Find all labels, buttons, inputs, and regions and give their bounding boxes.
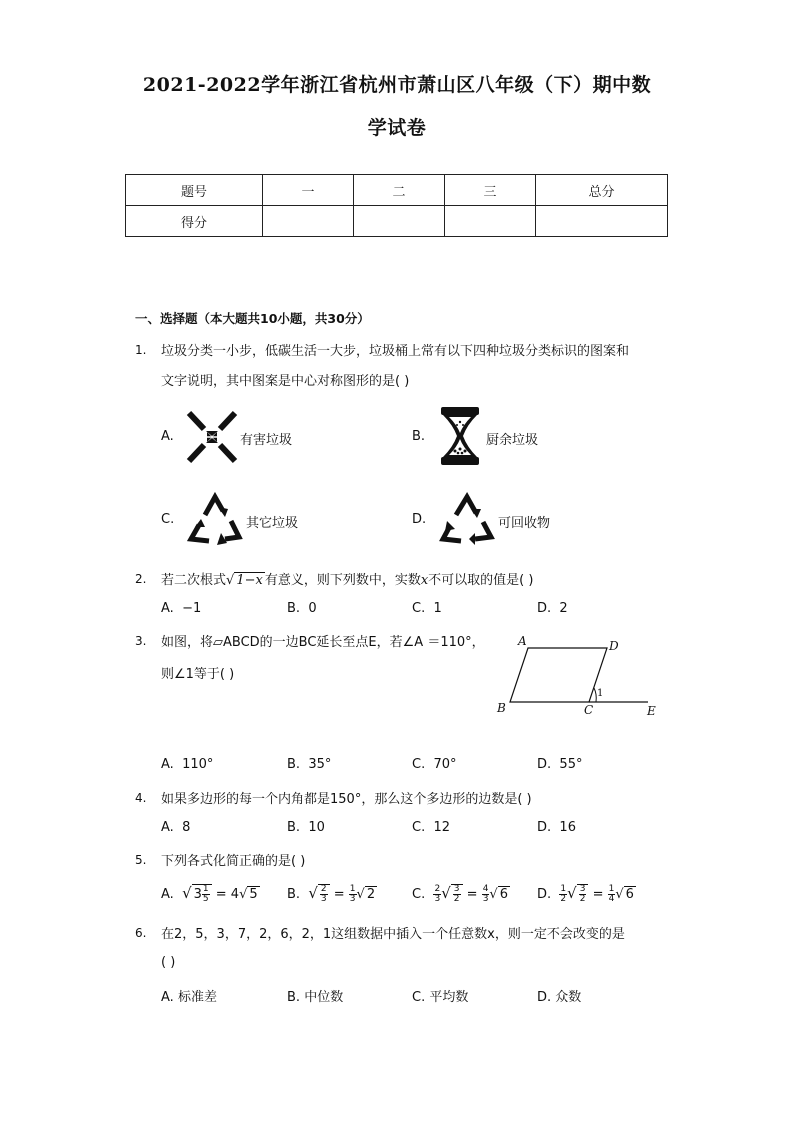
parallelogram-figure xyxy=(490,630,665,720)
score-cell[interactable] xyxy=(263,206,354,237)
question-number: 5. xyxy=(135,853,147,867)
angle-label-1: 1 xyxy=(597,688,604,699)
question-number: 3. xyxy=(135,634,147,648)
score-table-row xyxy=(126,206,668,237)
option-d[interactable]: D. $\frac{1}{2}$ √ $\frac{3}{2}$ = $\frac{1}{4}$ √ 6 xyxy=(537,884,634,904)
score-table xyxy=(125,174,668,237)
question-5-text: 下列各式化简正确的是( ) xyxy=(161,854,306,869)
option-a[interactable]: A. √ 3 $\frac{1}{5}$ = 4√ 5 xyxy=(161,884,258,904)
option-b[interactable]: B. 10 xyxy=(287,820,325,835)
option-a[interactable]: A. 8 xyxy=(161,820,191,835)
question-number: 2. xyxy=(135,572,147,586)
option-label: 其它垃圾 xyxy=(246,516,299,531)
question-3-text-line2: 则∠1等于( ) xyxy=(161,667,235,682)
question-2-var: x xyxy=(420,573,429,588)
option-c[interactable]: C. 1 xyxy=(412,601,442,616)
question-number: 6. xyxy=(135,926,147,940)
question-2-text-mid: 有意义，则下列数中，实数 xyxy=(264,573,421,588)
score-table-header: 总分 xyxy=(536,175,668,206)
section-heading: 一、选择题（本大题共10小题，共30分） xyxy=(135,311,370,326)
question-2-text-pre: 若二次根式 xyxy=(161,573,227,588)
question-1-text-line1: 垃圾分类一小步，低碳生活一大步，垃圾桶上常有以下四种垃圾分类标识的图案和 xyxy=(161,344,630,359)
question-number: 4. xyxy=(135,791,147,805)
score-cell[interactable] xyxy=(354,206,445,237)
option-label: 厨余垃圾 xyxy=(486,433,539,448)
question-6-text-line2: ( ) xyxy=(161,955,176,970)
page-title-line2: 学试卷 xyxy=(367,117,427,139)
score-cell[interactable] xyxy=(445,206,536,237)
option-a[interactable]: A. −1 xyxy=(161,601,202,616)
vertex-label-b: B xyxy=(497,701,506,715)
vertex-label-e: E xyxy=(647,704,656,718)
vertex-label-a: A xyxy=(518,634,527,648)
option-b[interactable]: B. 35° xyxy=(287,757,332,772)
option-a[interactable]: A. 标准差 xyxy=(161,990,217,1005)
score-table-header: 一 xyxy=(263,175,354,206)
option-d[interactable]: D. 2 xyxy=(537,601,568,616)
question-3-text-line1: 如图，将▱ABCD的一边BC延长至点E，若∠A ＝110°， xyxy=(161,635,485,650)
question-number: 1. xyxy=(135,343,147,357)
score-table-header-row xyxy=(126,175,668,206)
option-c[interactable]: C. 12 xyxy=(412,820,451,835)
option-c[interactable]: C. 70° xyxy=(412,757,457,772)
sqrt-symbol: √ xyxy=(226,573,235,588)
question-1-text-line2: 文字说明，其中图案是中心对称图形的是( ) xyxy=(161,374,410,389)
option-letter[interactable]: B. xyxy=(412,429,426,444)
question-2-text-post: 不可以取的值是( ) xyxy=(428,573,534,588)
option-b[interactable]: B. 中位数 xyxy=(287,990,344,1005)
hazardous-waste-icon xyxy=(186,410,238,464)
option-c[interactable]: C. 平均数 xyxy=(412,990,469,1005)
question-6-text-line1: 在2，5，3，7，2，6，2，1这组数据中插入一个任意数x，则一定不会改变的是 xyxy=(161,927,625,942)
score-table-header: 题号 xyxy=(126,175,263,206)
recyclable-icon xyxy=(439,491,495,549)
option-d[interactable]: D. 众数 xyxy=(537,990,582,1005)
option-d[interactable]: D. 16 xyxy=(537,820,576,835)
kitchen-waste-icon xyxy=(437,405,483,467)
option-label: 可回收物 xyxy=(498,516,551,531)
score-cell[interactable] xyxy=(536,206,668,237)
vertex-label-c: C xyxy=(584,703,594,717)
option-label: 有害垃圾 xyxy=(240,433,293,448)
option-letter[interactable]: C. xyxy=(161,512,175,527)
option-c[interactable]: C. $\frac{2}{3}$ √ $\frac{3}{2}$ = $\frac{4}{3}$ √ 6 xyxy=(412,884,508,904)
question-2-radicand: 1−x xyxy=(236,573,263,588)
page-title-line1: 2021-2022学年浙江省杭州市萧山区八年级（下）期中数 xyxy=(142,74,652,96)
score-table-header: 三 xyxy=(445,175,536,206)
option-b[interactable]: B. 0 xyxy=(287,601,317,616)
score-table-header: 二 xyxy=(354,175,445,206)
option-d[interactable]: D. 55° xyxy=(537,757,583,772)
question-4-text: 如果多边形的每一个内角都是150°，那么这个多边形的边数是( ) xyxy=(161,792,532,807)
option-letter[interactable]: D. xyxy=(412,512,427,527)
question-2-text xyxy=(161,569,533,588)
other-waste-icon xyxy=(187,491,243,549)
vertex-label-d: D xyxy=(609,639,619,653)
option-letter[interactable]: A. xyxy=(161,429,174,444)
option-a[interactable]: A. 110° xyxy=(161,757,214,772)
score-row-label: 得分 xyxy=(126,206,263,237)
option-b[interactable]: B. √ $\frac{2}{3}$ = $\frac{1}{3}$ √ 2 xyxy=(287,884,376,904)
